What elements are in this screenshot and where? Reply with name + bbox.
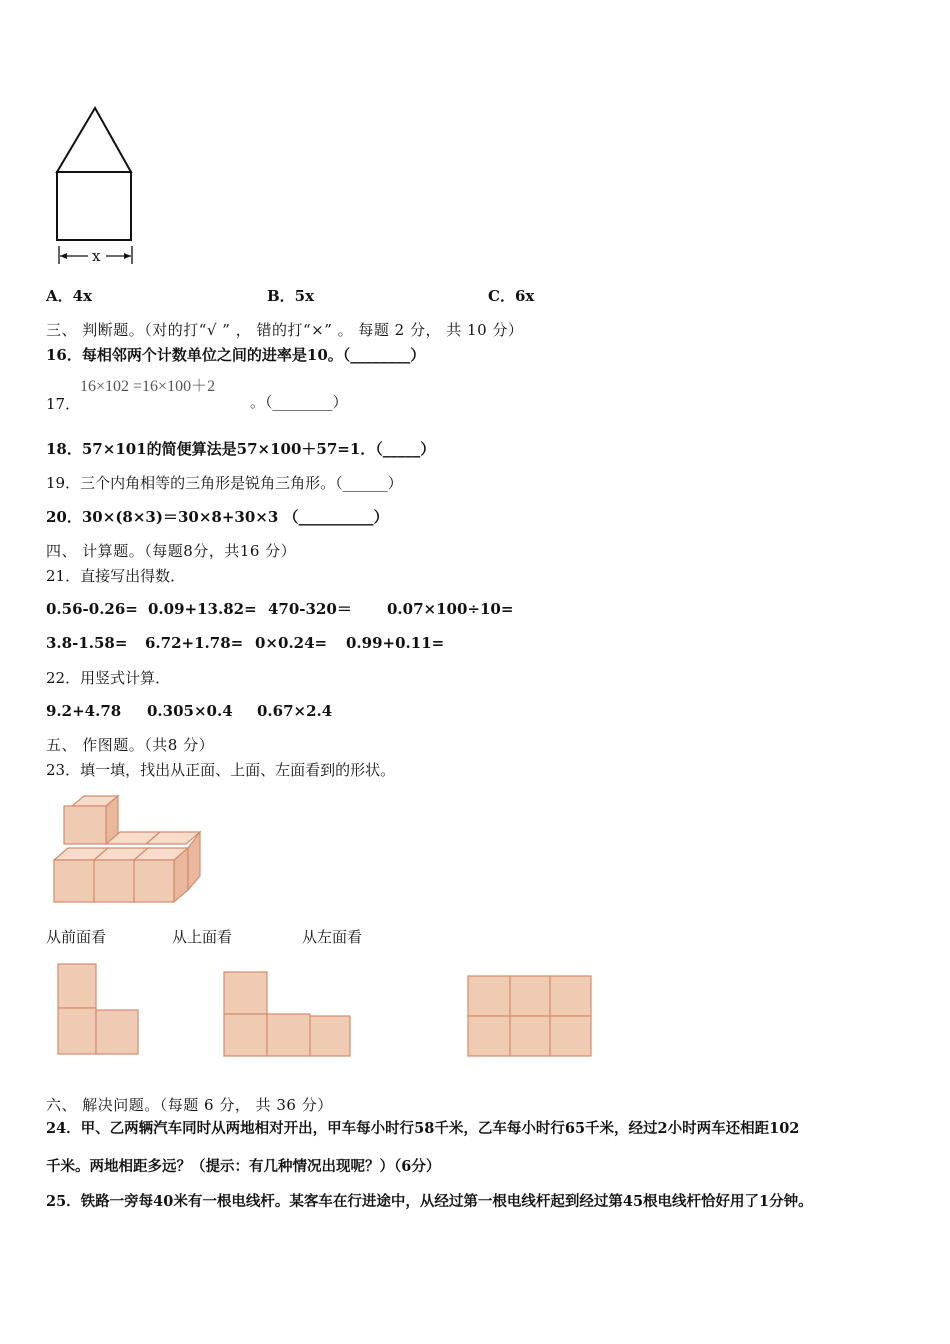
question-25: 25．铁路一旁每40米有一根电线杆。某客车在行进途中，从经过第一根电线杆起到经过第45根电线杆恰好用了1分钟。	[46, 1193, 813, 1210]
section4-title: 四、 计算题。（每题8分，共16 分）	[46, 542, 297, 560]
question-17-formula: 16×102 =16×100＋2	[80, 378, 216, 395]
arrow-left-icon	[60, 253, 67, 259]
calc-item: 0.07×100÷10=	[387, 600, 514, 618]
dimension-label: x	[92, 247, 101, 265]
view-shape-front	[56, 962, 156, 1062]
section3-title: 三、 判断题。（对的打“√ ” ， 错的打“×” 。 每题 2 分， 共 10 分）	[46, 321, 524, 339]
section5-title: 五、 作图题。（共8 分）	[46, 736, 215, 754]
question-21-title: 21．直接写出得数．	[46, 567, 186, 585]
calc-item: 470-320＝	[268, 600, 352, 618]
calc-item: 0.56-0.26=	[46, 600, 138, 618]
section6-title: 六、 解决问题。（每题 6 分， 共 36 分）	[46, 1096, 333, 1114]
question-20: 20．30×(8×3)＝30×8+30×3 （__________）	[46, 508, 389, 526]
calc-item: 6.72+1.78=	[145, 634, 244, 652]
view-label-front: 从前面看	[46, 928, 107, 946]
cube-back-top	[64, 796, 118, 844]
question-17-tail: 。（________）	[250, 393, 348, 411]
calc-item: 0×0.24=	[255, 634, 328, 652]
question-24-line1: 24．甲、乙两辆汽车同时从两地相对开出，甲车每小时行58千米，乙车每小时行65千米，经过2小时两车还相距102	[46, 1120, 800, 1137]
vertical-calc-item: 0.67×2.4	[257, 702, 333, 720]
question-23-title: 23．填一填，找出从正面、上面、左面看到的形状。	[46, 761, 396, 779]
triangle-roof	[57, 108, 131, 172]
question-17-number: 17．	[46, 395, 81, 413]
view-label-left: 从左面看	[302, 928, 363, 946]
question-19: 19．三个内角相等的三角形是锐角三角形。（______）	[46, 474, 403, 492]
vertical-calc-item: 9.2+4.78	[46, 702, 122, 720]
question-16: 16．每相邻两个计数单位之间的进率是10。（________）	[46, 346, 426, 364]
option-a: A．4x	[46, 287, 93, 305]
question-22-title: 22．用竖式计算．	[46, 669, 171, 687]
view-shape-top	[222, 970, 362, 1070]
square-body	[57, 172, 131, 240]
vertical-calc-item: 0.305×0.4	[147, 702, 233, 720]
cube-solid-figure	[50, 792, 210, 907]
calc-item: 0.99+0.11=	[346, 634, 445, 652]
option-b: B．5x	[267, 287, 315, 305]
view-label-top: 从上面看	[172, 928, 233, 946]
option-c: C．6x	[488, 287, 535, 305]
calc-item: 3.8-1.58=	[46, 634, 128, 652]
arrow-right-icon	[124, 253, 131, 259]
calc-item: 0.09+13.82=	[148, 600, 257, 618]
cube-back-row	[106, 832, 200, 844]
house-figure	[50, 100, 150, 270]
question-24-line2: 千米。两地相距多远？（提示：有几种情况出现呢？）（6分）	[46, 1158, 441, 1175]
view-shape-left	[466, 974, 606, 1074]
question-18: 18．57×101的简便算法是57×100＋57=1．（_____）	[46, 440, 436, 458]
